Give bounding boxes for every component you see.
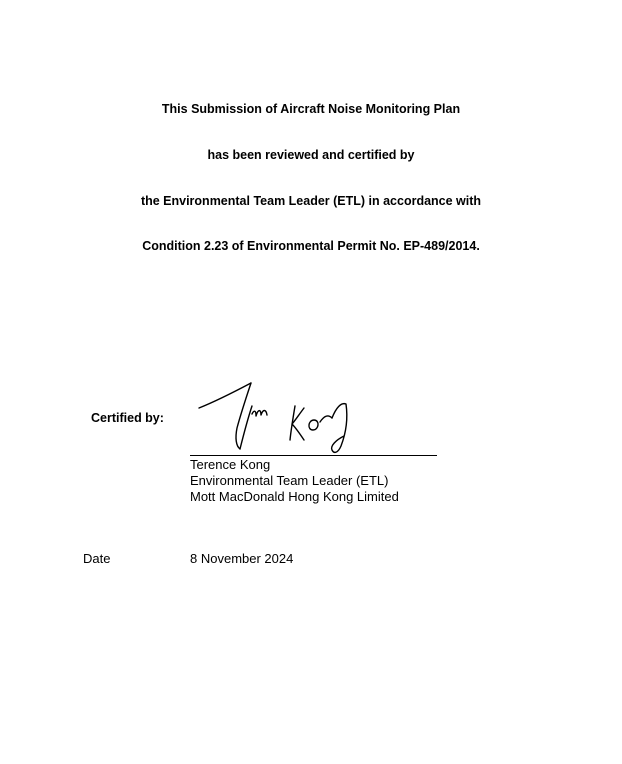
signature-icon	[196, 378, 361, 458]
date-value: 8 November 2024	[190, 551, 294, 566]
statement-line-2: has been reviewed and certified by	[207, 148, 415, 162]
statement-line-1: This Submission of Aircraft Noise Monitoring Plan	[161, 102, 461, 116]
statement-line-4: Condition 2.23 of Environmental Permit No. EP-489/2014.	[142, 239, 480, 253]
signer-title: Environmental Team Leader (ETL)	[190, 473, 389, 488]
signer-company: Mott MacDonald Hong Kong Limited	[190, 489, 399, 504]
statement-line-3: the Environmental Team Leader (ETL) in accordance with	[140, 194, 482, 208]
signature-line	[190, 455, 437, 456]
signer-name: Terence Kong	[190, 457, 271, 472]
certified-by-label: Certified by:	[91, 411, 164, 425]
signer-details	[190, 457, 399, 505]
date-label: Date	[83, 551, 111, 566]
